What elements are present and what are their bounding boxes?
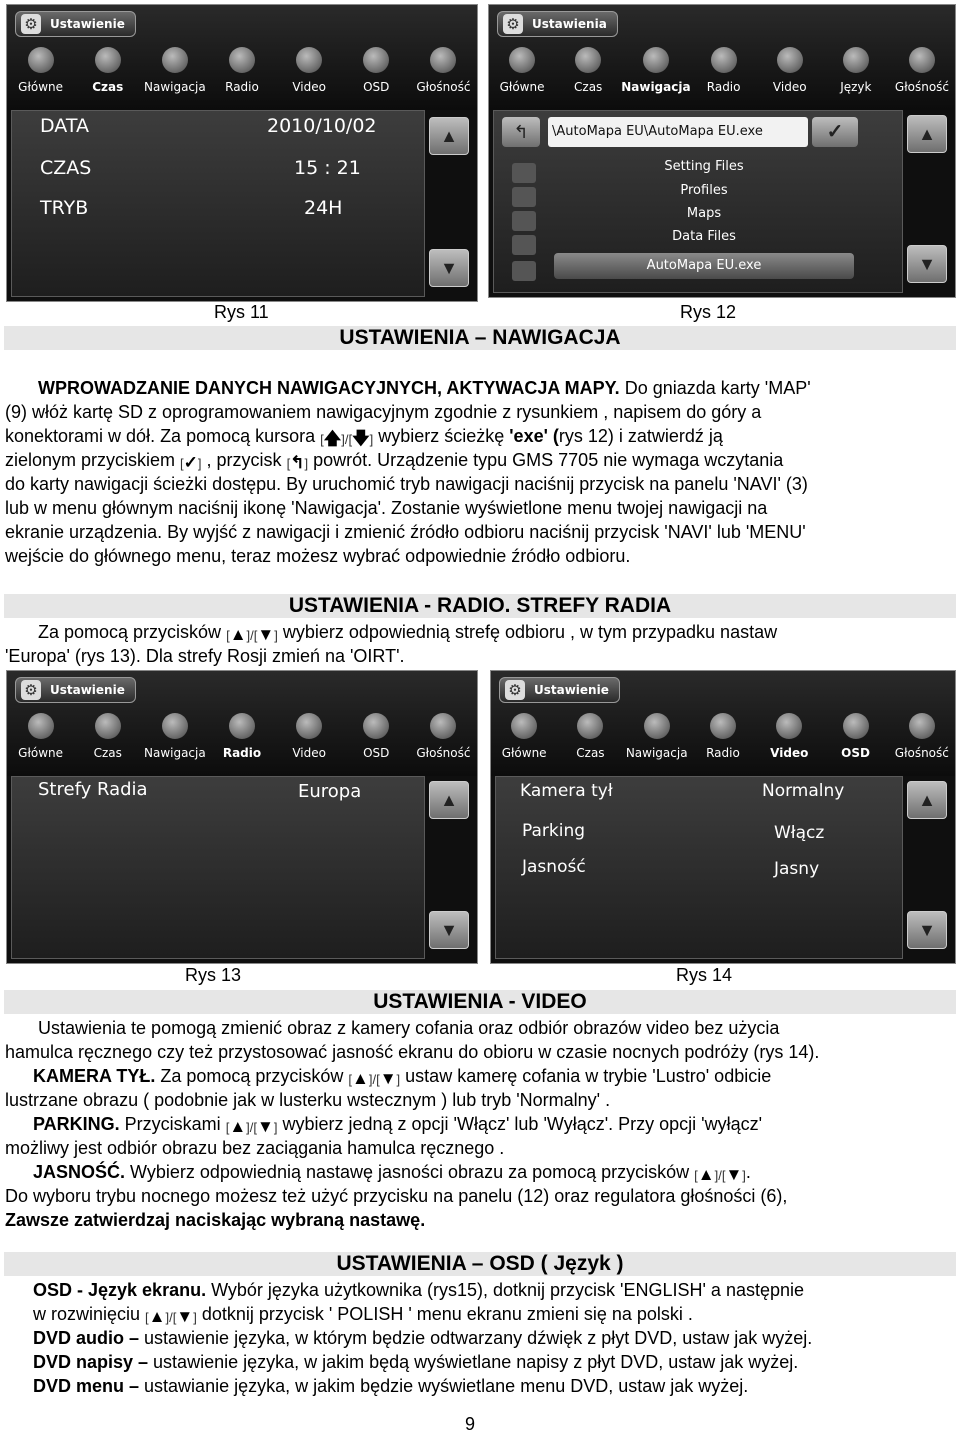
navigation-icon [644,713,670,739]
down-arrow-icon: ▼ [379,1069,397,1088]
down-arrow-icon: 🡇 [352,429,370,448]
up-arrow-icon: ▲ [352,1069,369,1088]
row-value-jasnosc[interactable]: Jasny [774,859,820,879]
tab-osd[interactable] [343,709,410,771]
folder-icon [512,235,536,255]
section-heading-radio: USTAWIENIA - RADIO. STREFY RADIA [288,594,672,617]
folder-icon [512,211,536,231]
separator: / [169,1310,173,1325]
scroll-down-button[interactable] [907,245,947,283]
folder-icon [512,163,536,183]
separator: / [344,432,349,447]
gear-icon: ⚙ [503,14,523,34]
section-heading-nawigacja: USTAWIENIA – NAWIGACJA [339,326,621,349]
up-down-keys: [▲]/[▼] [145,1307,197,1326]
tab-nawigacja[interactable] [141,43,208,105]
screen-rys13 [6,670,478,964]
settings-title: Ustawienia [532,17,607,31]
video-icon [777,47,803,73]
screen-rys14 [490,670,956,964]
back-button[interactable] [502,117,540,147]
paragraph-line [33,1326,960,1350]
paragraph-line [38,376,960,400]
tab-czas[interactable] [74,43,141,105]
paragraph-line [33,1064,960,1088]
tab-label: Głośność [894,80,950,94]
tab-label: Video [292,746,326,760]
row-label-data: DATA [40,115,89,137]
up-arrow-icon: ▲ [229,1117,247,1136]
text: ustaw kamerę cofania w trybie 'Lustro' odbicie [400,1066,772,1086]
tab-nawigacja[interactable] [624,709,690,771]
up-arrow-icon: ▲ [697,1165,715,1184]
tab-bar [489,43,955,105]
paragraph-line [33,1374,960,1398]
radio-icon [229,713,255,739]
text: dotknij przycisk ' POLISH ' menu ekranu zmieni się na polski . [196,1304,693,1324]
tab-label: Język [840,80,872,94]
tab-glosnosc[interactable] [889,709,955,771]
tab-nawigacja[interactable] [141,709,208,771]
paragraph-line: możliwy jest odbiór obrazu bez zaciągania hamulca ręcznego . [5,1138,505,1158]
volume-icon [430,713,456,739]
tab-glosnosc[interactable] [889,43,955,105]
tab-label: Radio [706,746,740,760]
screen-rys12 [488,4,956,298]
home-icon [28,713,54,739]
language-icon [843,47,869,73]
screen-rys11 [6,4,478,302]
back-arrow-icon: ↰ [513,122,529,142]
bold-text: DVD menu – [33,1376,140,1396]
settings-panel [11,110,425,297]
folder-icon [512,187,536,207]
row-label-kamera-tyl: Kamera tył [520,781,613,801]
scroll-down-button[interactable] [429,911,469,949]
tab-label: Główne [18,80,63,94]
up-arrow-icon: ▲ [148,1307,166,1326]
row-label-jasnosc: Jasność [522,857,586,877]
bold-text: KAMERA TYŁ. [33,1066,156,1086]
volume-icon [909,713,935,739]
list-item[interactable]: Maps [686,206,722,221]
tab-glowne[interactable] [491,709,557,771]
scroll-down-button[interactable] [907,911,947,949]
settings-panel [495,776,903,959]
settings-title-button[interactable] [499,677,620,703]
down-arrow-icon: ▼ [725,1165,743,1184]
tab-label: OSD [841,746,870,760]
radio-icon [229,47,255,73]
text: Za pomocą przycisków [155,1066,349,1086]
text: zielonym przyciskiem [5,450,181,470]
tab-label: Nawigacja [625,746,688,760]
settings-title: Ustawienie [50,17,125,31]
home-icon [509,47,535,73]
paragraph-line [33,1160,960,1184]
paragraph-line [33,1112,960,1136]
section-heading-video: USTAWIENIA - VIDEO [373,990,587,1013]
tab-bar [7,709,477,771]
row-value-czas[interactable]: 15 : 21 [294,157,361,179]
tab-radio[interactable] [208,43,275,105]
list-item[interactable]: Profiles [680,183,728,198]
bold-text: WPROWADZANIE DANYCH NAWIGACYJNYCH, AKTYWACJA MAPY. [38,378,620,398]
paragraph-line: Do wyboru trybu nocnego możesz też użyć przycisku na panelu (12) oraz regulatora głośności (6), [5,1186,788,1206]
up-down-keys: [🡅]/[🡇] [320,429,374,448]
up-arrow-icon: ▲ [440,790,458,810]
tab-nawigacja[interactable] [621,43,690,105]
settings-title-button[interactable] [15,11,136,37]
paragraph-line [33,1278,960,1302]
tab-glowne[interactable] [7,43,74,105]
file-browser-panel [493,110,903,293]
bold-text: DVD napisy – [33,1352,149,1372]
up-down-keys: [▲]/[▼] [348,1069,401,1088]
tab-label: Główne [18,746,63,760]
clock-icon [95,47,121,73]
section-heading-osd: USTAWIENIA – OSD ( Język ) [336,1252,624,1275]
tab-label: Czas [92,80,124,94]
paragraph-line [5,448,955,472]
paragraph-line [33,1302,960,1326]
settings-title: Ustawienie [534,683,609,697]
list-item[interactable]: Setting Files [664,159,744,174]
clock-icon [95,713,121,739]
up-down-keys: [▲]/[▼] [225,1117,278,1136]
down-arrow-icon: ▼ [257,1117,274,1136]
text: Przyciskami [119,1114,226,1134]
osd-icon [843,713,869,739]
tab-label: Głośność [416,80,471,94]
paragraph-line: ekranie urządzenia. By wyjść z nawigacji i zmienić źródło odbioru naciśnij przycisk 'NAVI' lub 'MENU' [5,522,806,542]
home-icon [28,47,54,73]
scroll-up-button[interactable] [429,117,469,155]
video-icon [296,47,322,73]
text: powrót. Urządzenie typu GMS 7705 nie wymaga wczytania [308,450,784,470]
scroll-up-button[interactable] [907,781,947,819]
navigation-icon [643,47,669,73]
row-label-parking: Parking [522,821,586,841]
gear-icon: ⚙ [505,680,525,700]
down-arrow-icon: ▼ [918,920,936,940]
paragraph-line: hamulca ręcznego czy też przystosować jasność ekranu do obioru w czasie nocnych podróży (rys 14). [5,1042,820,1062]
scroll-up-button[interactable] [429,781,469,819]
osd-icon [363,713,389,739]
path-field[interactable]: \AutoMapa EU\AutoMapa EU.exe [548,117,808,147]
scroll-down-button[interactable] [429,249,469,287]
tab-czas[interactable] [555,43,621,105]
tab-radio[interactable] [208,709,275,771]
text: , przycisk [201,450,287,470]
settings-title-button[interactable] [497,11,618,37]
tab-czas[interactable] [74,709,141,771]
settings-panel [11,776,425,959]
row-label-czas: CZAS [40,157,92,179]
text: Za pomocą przycisków [38,622,227,642]
up-arrow-icon: ▲ [229,625,247,644]
tab-label: Nawigacja [143,80,206,94]
tab-label: Czas [93,746,122,760]
back-key: [↰] [286,453,309,472]
settings-title: Ustawienie [50,683,125,697]
video-icon [296,713,322,739]
tab-label: Główne [501,746,547,760]
text: konektorami w dół. Za pomocą kursora [5,426,321,446]
tab-radio[interactable] [690,709,756,771]
up-down-keys: [▲]/[▼] [694,1165,746,1184]
list-item[interactable]: Data Files [672,229,736,244]
row-value-parking[interactable]: Włącz [774,823,825,843]
text: wybierz ścieżkę [373,426,510,446]
gear-icon: ⚙ [21,680,41,700]
tab-video[interactable] [276,43,343,105]
bold-text: PARKING. [33,1114,120,1134]
gear-icon: ⚙ [21,14,41,34]
confirm-button[interactable] [812,117,858,147]
up-down-keys: [▲]/[▼] [226,625,278,644]
text: Wybór języka użytkownika (rys15), dotknij przycisk 'ENGLISH' a następnie [206,1280,805,1300]
tab-label: Głośność [416,746,471,760]
check-icon: ✓ [183,453,198,472]
tab-label: Nawigacja [621,80,691,94]
text: Wybierz odpowiednią nastawę jasności obrazu za pomocą przycisków [125,1162,695,1182]
clock-icon [575,47,601,73]
caption-rys12: Rys 12 [680,302,737,322]
caption-rys14: Rys 14 [676,965,733,985]
osd-icon [363,47,389,73]
text: . [745,1162,751,1182]
tab-czas[interactable] [557,709,623,771]
tab-label: Video [292,80,326,94]
paragraph-line: lub w menu głównym naciśnij ikonę 'Nawigacja'. Zostanie wyświetlone menu twojej nawigacji na [5,498,768,518]
row-value-strefy-radia[interactable]: Europa [298,781,362,802]
text: wybierz odpowiednią strefę odbioru , w tym przypadku nastaw [277,622,778,642]
settings-title-button[interactable] [15,677,136,703]
paragraph-line [33,1350,960,1374]
scroll-up-button[interactable] [907,115,947,153]
up-arrow-icon: ▲ [440,126,458,146]
tab-video[interactable] [757,43,823,105]
paragraph-line: Ustawienia te pomogą zmienić obraz z kamery cofania oraz odbiór obrazów video bez użycia [38,1018,780,1038]
back-arrow-icon: ↰ [290,453,305,472]
tab-glowne[interactable] [489,43,555,105]
volume-icon [430,47,456,73]
tab-label: Video [770,746,809,760]
paragraph-line [38,620,960,644]
tab-glowne[interactable] [7,709,74,771]
navigation-icon [162,713,188,739]
bold-text: DVD audio – [33,1328,140,1348]
caption-rys13: Rys 13 [185,965,242,985]
bold-text: OSD - Język ekranu. [33,1280,207,1300]
tab-jezyk[interactable] [823,43,889,105]
home-icon [511,713,537,739]
separator: / [250,628,254,643]
tab-label: Głośność [894,746,949,760]
text: ustawianie języka, w jakim będzie wyświetlane menu DVD, ustaw jak wyżej. [139,1376,749,1396]
list-item-selected[interactable]: AutoMapa EU.exe [554,253,854,279]
navigation-icon [162,47,188,73]
text: Do gniazda karty 'MAP' [619,378,811,398]
text: rys 12) i zatwierdź ją [558,426,723,446]
row-value-tryb[interactable]: 24H [304,197,343,219]
row-label-strefy-radia: Strefy Radia [38,779,148,800]
tab-label: OSD [363,80,390,94]
bold-text: 'exe' ( [509,426,559,446]
paragraph-line: lustrzane obrazu ( podobnie jak w lusterku wstecznym ) lub tryb 'Normalny' . [5,1090,611,1110]
down-arrow-icon: ▼ [176,1307,194,1326]
paragraph-line: 'Europa' (rys 13). Dla strefy Rosji zmień na 'OIRT'. [5,646,405,666]
file-icon [512,261,536,281]
tab-label: Czas [576,746,605,760]
tab-label: Główne [499,80,545,94]
paragraph-line: Zawsze zatwierdzaj naciskając wybraną nastawę. [5,1210,426,1230]
down-arrow-icon: ▼ [440,258,458,278]
down-arrow-icon: ▼ [257,625,275,644]
paragraph-line: do karty nawigacji ścieżki dostępu. By uruchomić tryb nawigacji naciśnij przycisk na panelu 'NAVI' (3) [5,474,808,494]
row-label-tryb: TRYB [40,197,89,219]
tab-label: Nawigacja [143,746,206,760]
down-arrow-icon: ▼ [918,254,936,274]
separator: / [249,1120,254,1135]
paragraph-line: wejście do głównego menu, teraz możesz wybrać odpowiednie źródło odbioru. [5,546,631,566]
check-key: [✓] [180,453,202,472]
radio-icon [711,47,737,73]
caption-rys11: Rys 11 [214,302,269,322]
tab-bar [7,43,477,105]
tab-video[interactable] [276,709,343,771]
text: w rozwinięciu [33,1304,146,1324]
tab-radio[interactable] [691,43,757,105]
row-value-kamera-tyl[interactable]: Normalny [762,781,845,801]
tab-bar [491,709,955,771]
bold-text: JASNOŚĆ. [33,1162,126,1182]
tab-video[interactable] [756,709,822,771]
up-arrow-icon: ▲ [918,124,936,144]
radio-icon [710,713,736,739]
volume-icon [909,47,935,73]
up-arrow-icon: ▲ [918,790,936,810]
page-number: 9 [464,1414,475,1434]
text: ustawienie języka, w jakim będą wyświetlane napisy z płyt DVD, ustaw jak wyżej. [148,1352,799,1372]
down-arrow-icon: ▼ [440,920,458,940]
tab-label: Radio [225,80,259,94]
tab-label: OSD [363,746,390,760]
paragraph-line: (9) włóż kartę SD z oprogramowaniem nawigacyjnym zgodnie z rysunkiem , napisem do góry a [5,402,762,422]
tab-glosnosc[interactable] [410,43,477,105]
video-icon [776,713,802,739]
tab-glosnosc[interactable] [410,709,477,771]
tab-osd[interactable] [343,43,410,105]
tab-label: Czas [574,80,603,94]
check-icon: ✓ [826,121,844,143]
text: wybierz jedną z opcji 'Włącz' lub 'Wyłącz'. Przy opcji 'wyłącz' [277,1114,763,1134]
clock-icon [577,713,603,739]
separator: / [372,1072,377,1087]
row-value-data[interactable]: 2010/10/02 [267,115,377,137]
text: ustawienie języka, w którym będzie odtwarzany dźwięk z płyt DVD, ustaw jak wyżej. [139,1328,813,1348]
tab-label: Radio [222,746,262,760]
tab-osd[interactable] [822,709,888,771]
tab-label: Radio [706,80,741,94]
paragraph-line [5,424,955,448]
separator: / [718,1168,722,1183]
tab-label: Video [772,80,807,94]
up-arrow-icon: 🡅 [323,429,342,448]
